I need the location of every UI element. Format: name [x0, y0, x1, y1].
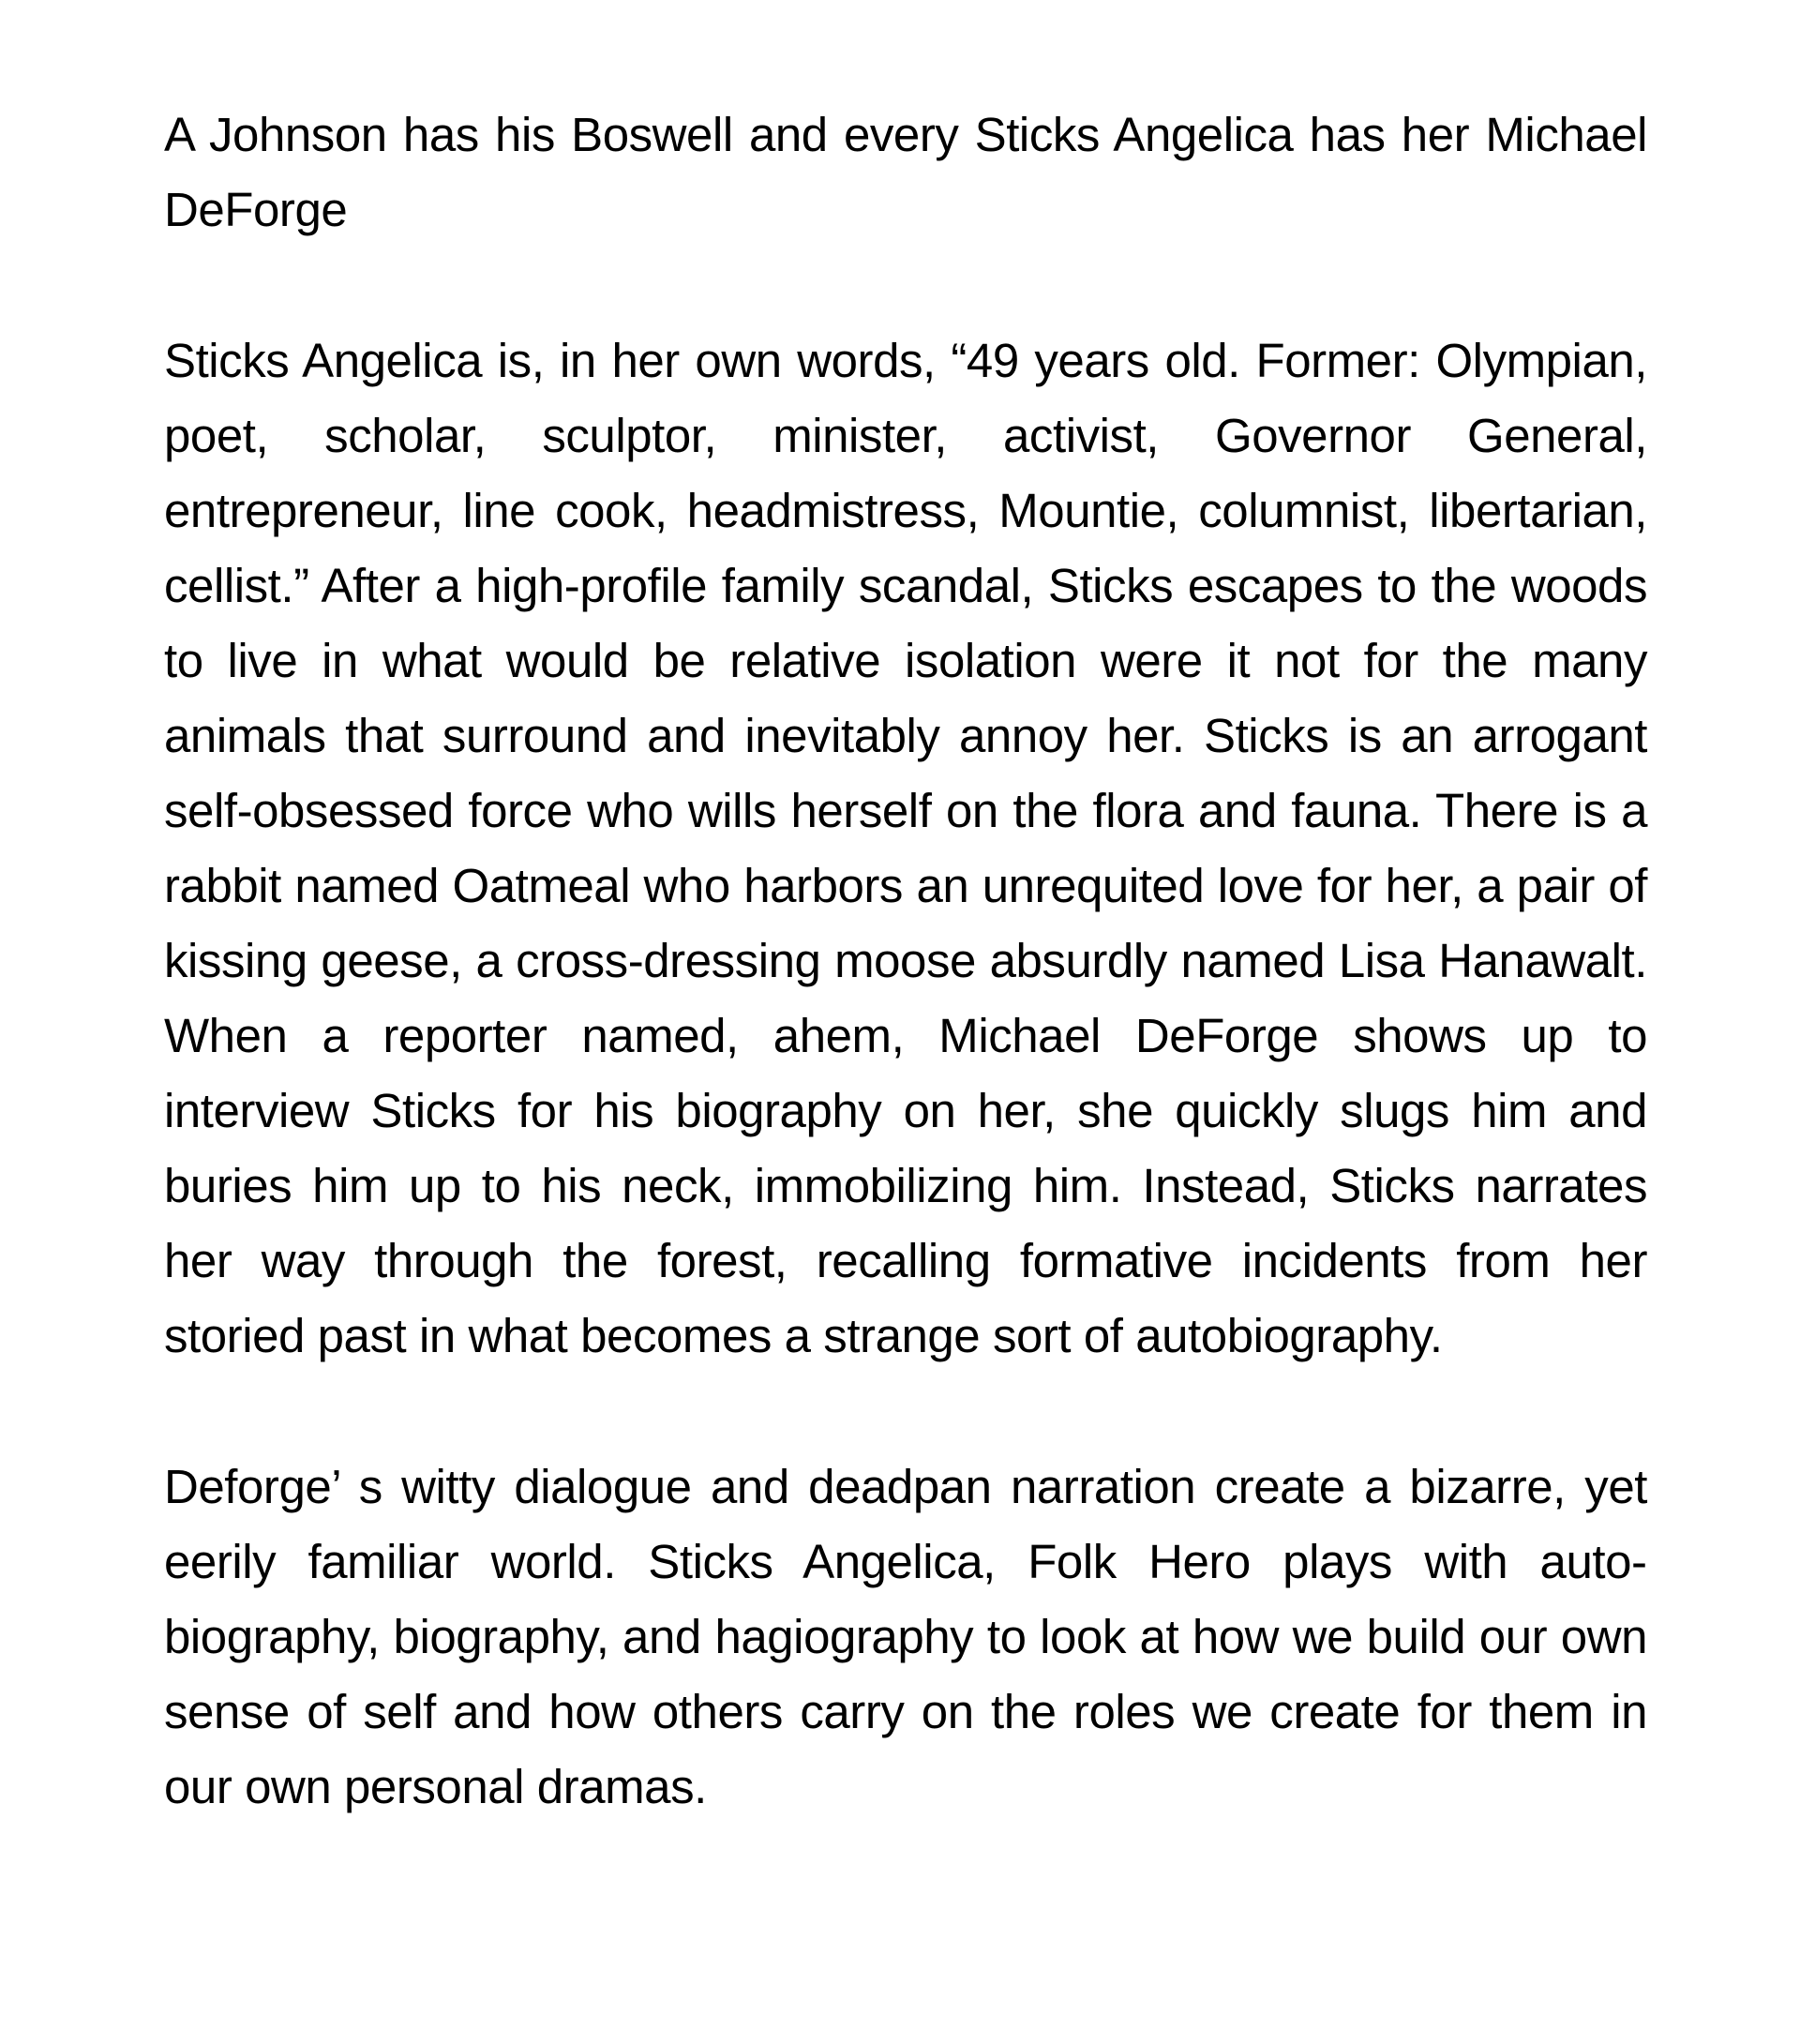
document-page: [164, 98, 1647, 1825]
paragraph-synopsis: Sticks Angelica is, in her own words, “49 years old. Former: Olympian, poet, scholar, sculptor, minister, activist, Governor General, entrepreneur, line cook, headmistress, Mountie, columnist, libertarian, cellist.” After a high-profile family scandal, Sticks escapes to the woods to live in what would be relative isolation were it not for the many animals that surround and inevitably annoy her. Sticks is an arrogant self-obsessed force who wills herself on the flora and fauna. There is a rabbit named Oatmeal who harbors an unrequited love for her, a pair of kissing geese, a cross-dressing moose absurdly named Lisa Hanawalt. When a reporter named, ahem, Michael DeForge shows up to interview Sticks for his biography on her, she quickly slugs him and buries him up to his neck, immobilizing him. Instead, Sticks narrates her way through the forest, recalling formative incidents from her storied past in what becomes a strange sort of autobiography.: [164, 334, 1647, 1362]
paragraph-intro: A Johnson has his Boswell and every Sticks Angelica has her Michael DeForge: [164, 108, 1647, 236]
paragraph-review: Deforge’ s witty dialogue and deadpan narration create a bizarre, yet eerily familiar world. Sticks Angelica, Folk Hero plays with autobiography, biography, and hagiography to look at how we build our own sense of self and how others carry on the roles we create for them in our own personal dramas.: [164, 1460, 1647, 1813]
